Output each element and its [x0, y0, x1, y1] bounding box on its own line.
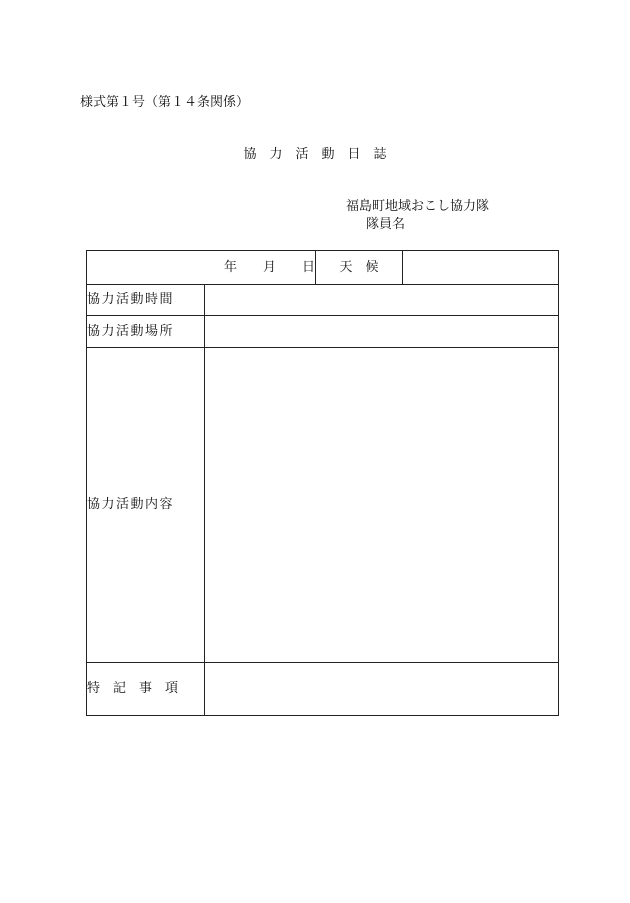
activity-content-value-cell [205, 348, 559, 663]
date-cell: 年 月 日 [87, 251, 316, 285]
activity-content-label: 協力活動内容 [87, 348, 205, 663]
activity-time-value-cell [205, 285, 559, 316]
form-number: 様式第１号（第１４条関係） [80, 95, 250, 110]
special-notes-label: 特 記 事 項 [87, 663, 205, 716]
table-row [87, 348, 559, 663]
table-row [87, 285, 559, 316]
activity-time-label: 協力活動時間 [87, 285, 205, 316]
activity-place-value-cell [205, 316, 559, 348]
activity-place-label: 協力活動場所 [87, 316, 205, 348]
header-row [87, 251, 559, 285]
weather-value-cell [403, 251, 559, 285]
table-row [87, 316, 559, 348]
weather-label-cell: 天 候 [316, 251, 403, 285]
organization-name: 福島町地域おこし協力隊 [346, 199, 490, 214]
document-title: 協 力 活 動 日 誌 [243, 147, 387, 162]
table-row [87, 663, 559, 716]
special-notes-value-cell [205, 663, 559, 716]
activity-log-table [86, 250, 559, 716]
member-name-label: 隊員名 [366, 217, 406, 232]
